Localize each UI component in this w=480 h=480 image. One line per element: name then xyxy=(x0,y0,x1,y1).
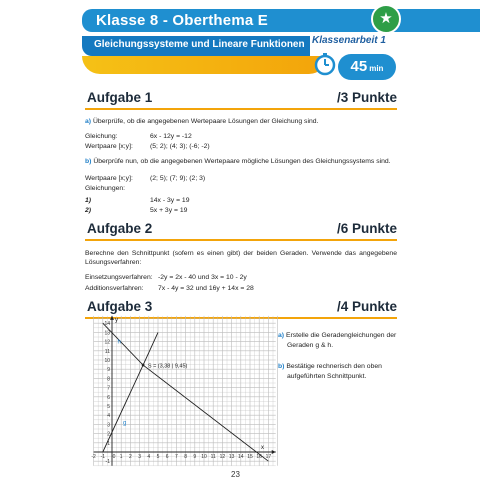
eq2-label: 2) xyxy=(85,207,92,214)
y-tick-label: 6 xyxy=(107,394,110,401)
x-tick-label: 16 xyxy=(256,454,262,460)
wertpaare-value: (5; 2); (4; 3); (-6; -2) xyxy=(150,143,210,150)
x-tick-label: 10 xyxy=(201,454,207,460)
aufgabe3-b-line1 xyxy=(278,362,382,371)
gleichung-value: 6x - 12y = -12 xyxy=(150,133,192,140)
y-tick-label: 3 xyxy=(107,422,110,429)
y-tick-label: 14 xyxy=(104,321,110,328)
y-tick-label: 13 xyxy=(104,330,110,337)
x-tick-label: 15 xyxy=(247,454,253,460)
aufgabe2-line1: Berechne den Schnittpunkt (sofern es einen gibt) der beiden Geraden. Verwende das angegebene xyxy=(85,250,397,257)
eq1-value: 14x - 3y = 19 xyxy=(150,197,190,204)
eq1-label: 1) xyxy=(85,197,92,204)
x-tick-label: 11 xyxy=(210,454,216,460)
y-tick-label: 2 xyxy=(107,431,110,438)
aufgabe2-heading: Aufgabe 2 xyxy=(87,221,153,236)
x-tick-label: -1 xyxy=(100,454,106,460)
x-tick-label: 4 xyxy=(147,454,151,460)
aufgabe1-a-label: a) xyxy=(85,118,92,125)
gleichung-label: Gleichung: xyxy=(85,133,118,140)
time-unit: min xyxy=(369,64,384,73)
x-tick-label: 17 xyxy=(265,454,272,460)
aufgabe1-b-label: b) xyxy=(85,158,92,165)
x-tick-label: 9 xyxy=(193,454,197,460)
b-wertpaare-label: Wertpaare [x;y]: xyxy=(85,175,133,182)
x-axis-label: x xyxy=(261,445,265,451)
intersection-label: S = (3,38 | 9,45) xyxy=(147,363,188,370)
line-g-label: g xyxy=(123,420,127,427)
x-tick-label: 3 xyxy=(138,454,141,460)
aufgabe3-b-text1: Bestätige rechnerisch den oben xyxy=(286,363,382,370)
aufgabe1-points: /3 Punkte xyxy=(336,90,397,105)
eq2-value: 5x + 3y = 19 xyxy=(150,207,188,214)
intersection-point xyxy=(142,364,145,367)
aufgabe3-a-label: a) xyxy=(278,332,285,339)
aufgabe3-b-label: b) xyxy=(278,363,285,370)
aufgabe2-points: /6 Punkte xyxy=(336,221,397,236)
einsetz-label: Einsetzungsverfahren: xyxy=(85,274,153,281)
aufgabe3-a-text1: Erstelle die Geradengleichungen der xyxy=(285,332,397,339)
x-tick-label: 1 xyxy=(119,454,123,460)
b-wertpaare-value: (2; 5); (7; 9); (2; 3) xyxy=(150,175,206,182)
y-tick-label: 1 xyxy=(107,440,110,447)
aufgabe3-b-line2: aufgeführten Schnittpunkt. xyxy=(287,373,367,380)
header-subtitle: Gleichungssysteme und Lineare Funktionen xyxy=(94,39,305,50)
x-tick-label: 6 xyxy=(165,454,169,460)
header-title: Klasse 8 - Oberthema E xyxy=(96,12,268,29)
y-tick-label: 8 xyxy=(107,376,110,383)
einsetz-value: -2y = 2x - 40 und 3x = 10 - 2y xyxy=(158,274,247,281)
x-tick-label: 8 xyxy=(184,454,187,460)
x-tick-label: 0 xyxy=(112,454,116,460)
aufgabe3-heading: Aufgabe 3 xyxy=(87,299,153,314)
line-h-label: h xyxy=(117,339,121,346)
aufgabe3-a-line2: Geraden g & h. xyxy=(287,342,334,349)
additions-value: 7x - 4y = 32 und 16y + 14x = 28 xyxy=(158,285,254,292)
y-axis-label: y xyxy=(115,317,118,324)
time-value: 45 xyxy=(350,58,368,75)
x-tick-label: 13 xyxy=(228,454,235,460)
aufgabe1-b-instruction: Überprüfe nun, ob die angegebenen Wertepaare mögliche Lösungen des Gleichungssystems sind. xyxy=(93,158,391,165)
star-icon: ★ xyxy=(371,4,401,34)
gleichungen-label: Gleichungen: xyxy=(85,185,126,192)
aufgabe1-a-instruction: Überprüfe, ob die angegebenen Wertepaare Lösungen der Gleichung sind. xyxy=(92,118,319,125)
y-tick-label: 9 xyxy=(107,367,110,374)
y-tick-label: 11 xyxy=(104,348,110,355)
x-tick-label: 2 xyxy=(129,454,132,460)
y-tick-label: 7 xyxy=(107,385,110,392)
aufgabe3-a-line1 xyxy=(278,331,396,340)
aufgabe1-heading: Aufgabe 1 xyxy=(87,90,153,105)
aufgabe2-line2: Lösungsverfahren: xyxy=(85,259,142,266)
y-tick-label: -1 xyxy=(105,459,110,466)
x-tick-label: 7 xyxy=(175,454,178,460)
x-tick-label: 12 xyxy=(219,454,226,460)
x-axis-arrow xyxy=(272,450,276,454)
y-tick-label: 5 xyxy=(107,404,110,410)
y-tick-label: 4 xyxy=(107,413,110,420)
x-tick-label: 5 xyxy=(156,454,160,460)
exam-label: Klassenarbeit 1 xyxy=(312,35,386,46)
y-tick-label: 12 xyxy=(104,339,110,346)
aufgabe3-points: /4 Punkte xyxy=(336,299,397,314)
wertpaare-label: Wertpaare [x;y]: xyxy=(85,143,133,150)
page-number: 23 xyxy=(231,470,240,479)
y-tick-label: 10 xyxy=(104,358,110,364)
x-tick-label: 14 xyxy=(238,454,244,460)
x-tick-label: -2 xyxy=(91,454,96,460)
additions-label: Additionsverfahren: xyxy=(85,285,144,292)
y-axis-arrow xyxy=(110,316,114,320)
